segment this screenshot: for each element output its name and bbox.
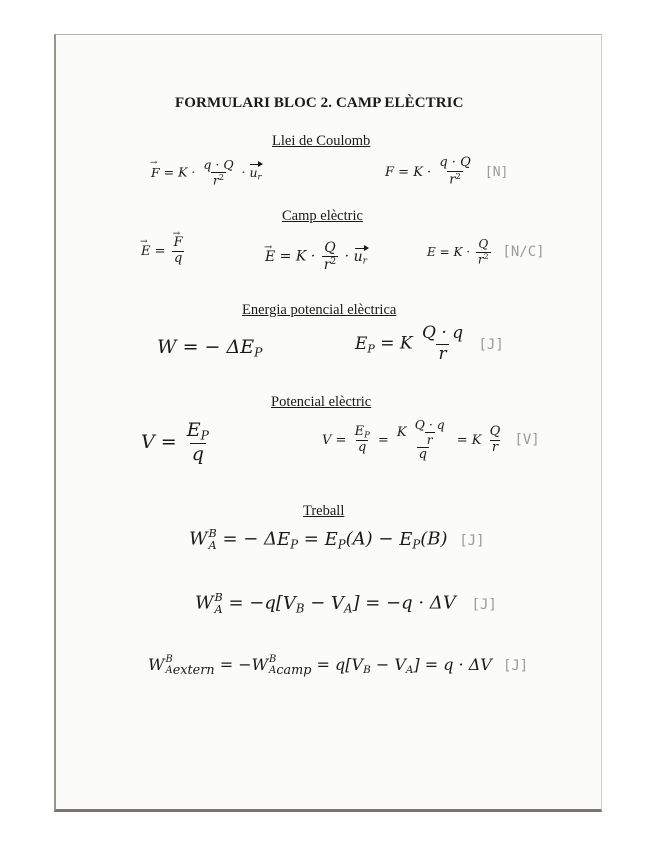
heading-energy: Energia potencial elèctrica	[242, 302, 397, 318]
unit-volt: [V]	[514, 432, 540, 449]
heading-work: Treball	[303, 503, 345, 519]
formula-work-energy: W = − $\Delta E_P$	[157, 336, 263, 360]
heading-potential: Potencial elèctric	[271, 394, 372, 410]
unit-joule-work-3: [J]	[502, 658, 529, 674]
formula-coulomb-scalar: F = K · $\frac{q \cdot Q}{r^2}$ [N]	[385, 155, 509, 188]
unit-joule-energy: [J]	[478, 336, 504, 353]
formula-work-3: W B A $_{extern}$ = −W B A $_{camp} = q[V_B - V_A] = q \cdot \Delta V$ [J]	[148, 654, 529, 678]
formula-field-vector: → E = K · $\frac{Q}{r^2}$ · $u_r$	[265, 240, 367, 273]
formula-coulomb-vector: → F = K · $\frac{q \cdot Q}{r^2}$ · $u_r$	[151, 158, 261, 188]
formula-field-def: → E = → $\frac{F}{q}$	[141, 236, 187, 267]
formula-potential-energy: $E_P = K$ $\frac{Q \cdot q}{r}$ [J]	[355, 323, 504, 364]
formula-work-2: W B A = $-q[V_B - V_A] = -q \cdot \Delta V$ [J]	[195, 591, 497, 616]
formula-work-1: W B A = − $\Delta E_P = E_P(A) - E_P(B)$ [J]	[189, 527, 485, 552]
page-title: FORMULARI BLOC 2. CAMP ELÈCTRIC	[175, 95, 464, 111]
unit-newton: [N]	[484, 164, 509, 180]
heading-field: Camp elèctric	[282, 208, 363, 224]
unit-newton-per-coulomb: [N/C]	[502, 243, 545, 260]
formula-field-scalar: E = K · $\frac{Q}{r^2}$ [N/C]	[427, 237, 545, 267]
formula-potential-expanded: V = $\frac{E_P}{q}$ = K $\frac{Q \cdot q}{r}$ q = K $\frac{Q}{r}$ [V]	[322, 418, 540, 463]
formula-potential-def: V = $\frac{E_P}{q}$	[141, 419, 209, 465]
unit-joule-work-2: [J]	[471, 596, 497, 613]
unit-joule-work-1: [J]	[459, 532, 485, 549]
heading-coulomb: Llei de Coulomb	[272, 133, 371, 149]
